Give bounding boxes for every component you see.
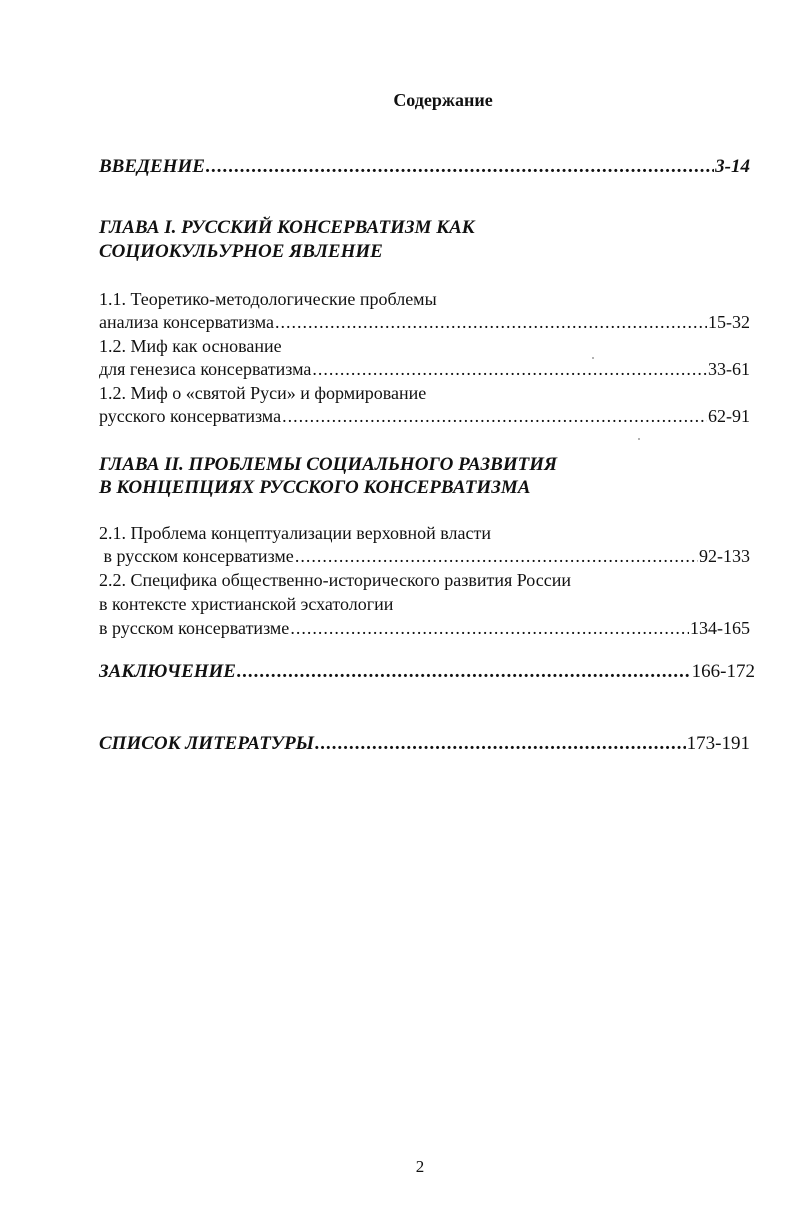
toc-page-range: 134-165 bbox=[690, 618, 750, 638]
toc-page-range: 166-172 bbox=[691, 661, 755, 682]
toc-leader bbox=[282, 405, 707, 427]
toc-subentry-title: анализа консерватизма bbox=[99, 312, 275, 332]
toc-page-range: 33-61 bbox=[708, 359, 750, 379]
toc-entry-label: ЗАКЛЮЧЕНИЕ bbox=[99, 661, 236, 682]
toc-subentry-title: 1.1. Теоретико-методологические проблемы bbox=[99, 289, 437, 309]
chapter-heading-line: ГЛАВА II. ПРОБЛЕМЫ СОЦИАЛЬНОГО РАЗВИТИЯ bbox=[99, 454, 558, 475]
toc-page-range: 3-14 bbox=[715, 156, 750, 177]
toc-page-range: 15-32 bbox=[708, 312, 750, 332]
scan-speck bbox=[638, 438, 640, 440]
toc-entry-label: ВВЕДЕНИЕ bbox=[99, 156, 205, 177]
toc-leader bbox=[290, 617, 689, 639]
toc-subentry-title: русского консерватизма bbox=[99, 406, 282, 426]
toc-subentry bbox=[99, 545, 750, 567]
toc-subentry-title: 2.1. Проблема концептуализации верховной власти bbox=[99, 523, 491, 543]
toc-leader bbox=[275, 311, 707, 333]
toc-subentry-title: в контексте христианской эсхатологии bbox=[99, 594, 394, 614]
toc-entry-bibliography bbox=[99, 733, 750, 755]
toc-page-range: 92-133 bbox=[699, 546, 750, 566]
toc-subentry-title: в русском консерватизме bbox=[99, 546, 294, 566]
toc-subentry bbox=[99, 358, 750, 380]
chapter-heading-line: В КОНЦЕПЦИЯХ РУССКОГО КОНСЕРВАТИЗМА bbox=[99, 477, 531, 498]
toc-subentry bbox=[99, 405, 750, 427]
page-number: 2 bbox=[415, 1157, 425, 1176]
toc-subentry-title: 2.2. Специфика общественно-исторического развития России bbox=[99, 570, 571, 590]
page-title: Содержание bbox=[393, 90, 493, 110]
toc-leader bbox=[315, 733, 686, 755]
toc-leader bbox=[295, 545, 698, 567]
toc-page-range: 173-191 bbox=[686, 733, 750, 754]
toc-page-range: 62-91 bbox=[708, 406, 750, 426]
scan-speck bbox=[592, 357, 594, 359]
chapter-heading-line: СОЦИОКУЛЬУРНОЕ ЯВЛЕНИЕ bbox=[99, 241, 383, 262]
toc-subentry bbox=[99, 617, 750, 639]
toc-entry-label: СПИСОК ЛИТЕРАТУРЫ bbox=[99, 733, 315, 754]
toc-subentry bbox=[99, 311, 750, 333]
toc-entry-intro bbox=[99, 156, 750, 178]
toc-subentry-title: 1.2. Миф о «святой Руси» и формирование bbox=[99, 383, 427, 403]
toc-subentry-title: 1.2. Миф как основание bbox=[99, 336, 282, 356]
toc-leader bbox=[206, 156, 714, 178]
toc-leader bbox=[312, 358, 707, 380]
toc-subentry-title: для генезиса консерватизма bbox=[99, 359, 312, 379]
toc-subentry-title: в русском консерватизме bbox=[99, 618, 290, 638]
toc-entry-conclusion bbox=[99, 661, 755, 683]
toc-leader bbox=[237, 661, 691, 683]
chapter-heading-line: ГЛАВА I. РУССКИЙ КОНСЕРВАТИЗМ КАК bbox=[99, 217, 475, 238]
